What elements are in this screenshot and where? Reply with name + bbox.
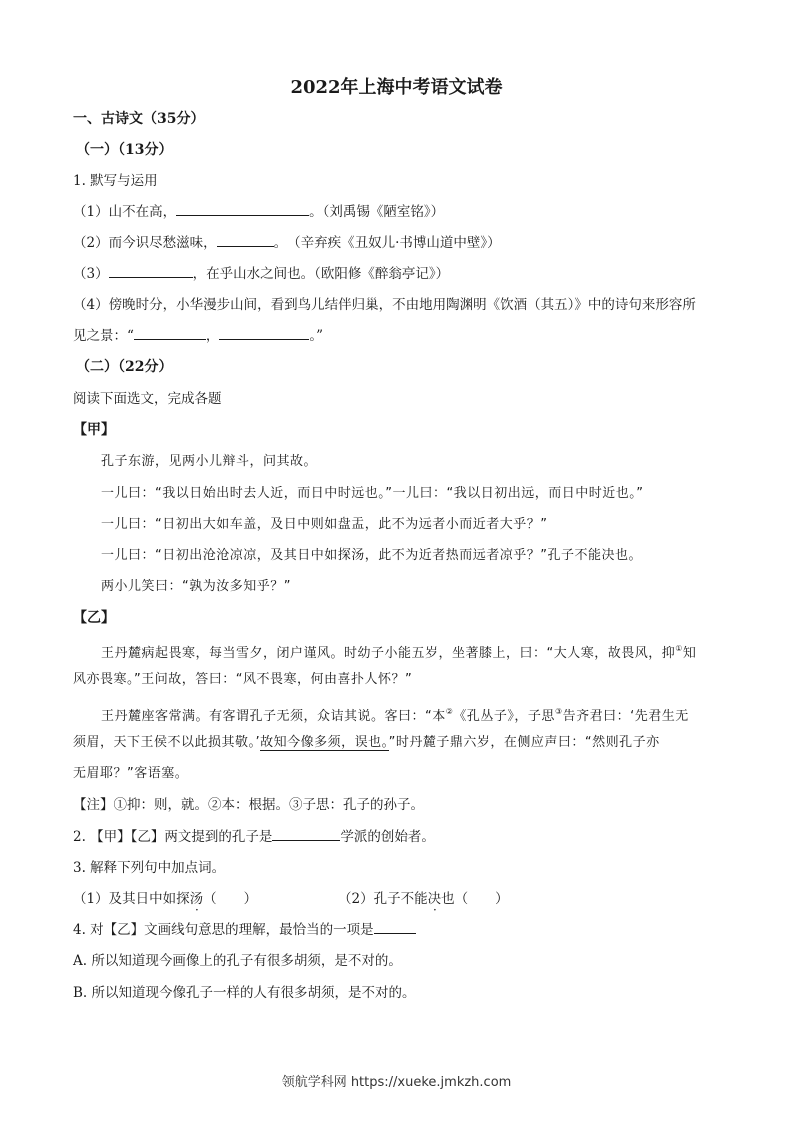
footnote-marker: ③ <box>554 707 563 716</box>
answer-blank[interactable] <box>219 327 309 340</box>
q4-text: 4. 对【乙】文画线句意思的理解，最恰当的一项是 <box>73 922 374 938</box>
footnote-marker: ① <box>675 644 683 653</box>
q4-option-a: A. 所以知道现今画像上的孔子有很多胡须，是不对的。 <box>73 953 402 969</box>
part-heading-2: （二）（22分） <box>76 359 173 375</box>
q1-item-2-text: （2）而今识尽愁滋味， <box>73 235 217 251</box>
footnote: 【注】①抑：则，就。②本：根据。③子思：孔子的孙子。 <box>73 797 424 813</box>
closing-quote: 。” <box>309 328 324 344</box>
q1-item-4-line-2 <box>73 327 323 345</box>
passage-yi-line <box>73 734 660 752</box>
passage-yi-text: ”时丹麓子鼎六岁，在侧应声曰：“然则孔子亦 <box>388 735 660 750</box>
q1-title: 1. 默写与运用 <box>73 173 158 189</box>
passage-yi-line <box>101 703 689 726</box>
answer-blank[interactable] <box>272 828 340 841</box>
q1-item-4-line-1: （4）傍晚时分，小华漫步山间，看到鸟儿结伴归巢，不由地用陶渊明《饮酒（其五）》中的诗句来形容所 <box>73 297 696 313</box>
q1-item-3-text: ，在乎山水之间也。（欧阳修《醉翁亭记》） <box>192 266 450 282</box>
q3-item-2-text: （2）孔子不能 <box>338 891 428 907</box>
answer-blank[interactable] <box>217 234 274 247</box>
comma: ， <box>205 328 220 344</box>
q3-item-1-text: （1）及其日中如探 <box>73 891 190 907</box>
passage-jia-line: 一儿曰：“日初出大如车盖，及日中则如盘盂，此不为远者小而近者大乎？” <box>101 517 548 532</box>
footer-watermark: 领航学科网 https://xueke.jmkzh.com <box>281 1075 512 1090</box>
passage-jia-label: 【甲】 <box>73 422 115 438</box>
q3-item-2-paren: 也（ ） <box>441 891 509 907</box>
answer-blank[interactable] <box>176 203 309 216</box>
q1-item-2-source: 。 （辛弃疾《丑奴儿·书博山道中壁》） <box>273 235 501 251</box>
passage-yi-text: 王丹麓座客常满。有客谓孔子无须，众诘其说。客曰：“本 <box>101 709 446 724</box>
dotted-word: 决 <box>427 891 442 907</box>
passage-yi-line <box>101 640 696 663</box>
q1-item-3-prefix: （3） <box>73 266 109 282</box>
footnote-marker: ② <box>445 707 454 716</box>
answer-blank[interactable] <box>134 327 206 340</box>
q3-title: 3. 解释下列句中加点词。 <box>73 860 226 876</box>
q3-item-1-paren: （ ） <box>203 891 258 907</box>
passage-yi-text: 须眉，天下王侯不以此损其敬。’ <box>73 735 261 750</box>
underlined-sentence: 故知今像多须，误也。 <box>260 735 389 750</box>
q1-item-3 <box>73 265 449 283</box>
q4-option-b: B. 所以知道现今像孔子一样的人有很多胡须，是不对的。 <box>73 985 416 1001</box>
passage-jia-line: 一儿曰：“我以日始出时去人近，而日中时远也。”一儿曰：“我以日初出远，而日中时近也。” <box>101 486 644 501</box>
answer-blank[interactable] <box>109 265 193 278</box>
q1-item-2 <box>73 234 501 252</box>
q1-item-1 <box>73 203 444 221</box>
q1-item-1-source: 。（刘禹锡《陋室铭》） <box>309 204 445 220</box>
page-title: 2022年上海中考语文试卷 <box>290 77 503 98</box>
q2-text: 学派的创始者。 <box>340 829 435 845</box>
dotted-word: 汤 <box>189 891 204 907</box>
q1-item-1-text: （1）山不在高， <box>73 204 177 220</box>
passage-yi-label: 【乙】 <box>73 610 115 626</box>
q4-title <box>73 921 416 939</box>
reading-intro: 阅读下面选文，完成各题 <box>73 391 222 407</box>
passage-yi-text: 知 <box>682 646 697 661</box>
q3-item-1 <box>73 890 257 908</box>
section-heading: 一、古诗文（35分） <box>73 111 205 127</box>
part-heading-1: （一）（13分） <box>76 142 173 158</box>
passage-yi-text: 王丹麓病起畏寒，每当雪夕，闭户谨风。时幼子小能五岁，坐著膝上，曰：“大人寒，故畏风，抑 <box>101 646 676 661</box>
q3-item-2 <box>338 890 509 908</box>
q2 <box>73 828 435 846</box>
passage-yi-line: 风亦畏寒。”王问故，答曰：“风不畏寒，何由喜扑人怀？” <box>73 672 413 687</box>
passage-yi-text: 告齐君曰：‘先君生无 <box>562 709 689 724</box>
answer-blank[interactable] <box>374 921 416 934</box>
q2-text: 2. 【甲】【乙】两文提到的孔子是 <box>73 829 273 845</box>
passage-jia-line: 两小儿笑曰：“孰为汝多知乎？” <box>101 579 291 594</box>
passage-yi-line: 无眉耶？”客语塞。 <box>73 766 189 781</box>
passage-yi-text: 《孔丛子》，子思 <box>453 709 555 724</box>
passage-jia-line: 孔子东游，见两小儿辩斗，问其故。 <box>101 454 318 469</box>
passage-jia-line: 一儿曰：“日初出沧沧凉凉，及其日中如探汤，此不为近者热而远者凉乎？”孔子不能决也。 <box>101 548 642 563</box>
q1-item-4-prefix: 见之景：“ <box>73 328 134 344</box>
